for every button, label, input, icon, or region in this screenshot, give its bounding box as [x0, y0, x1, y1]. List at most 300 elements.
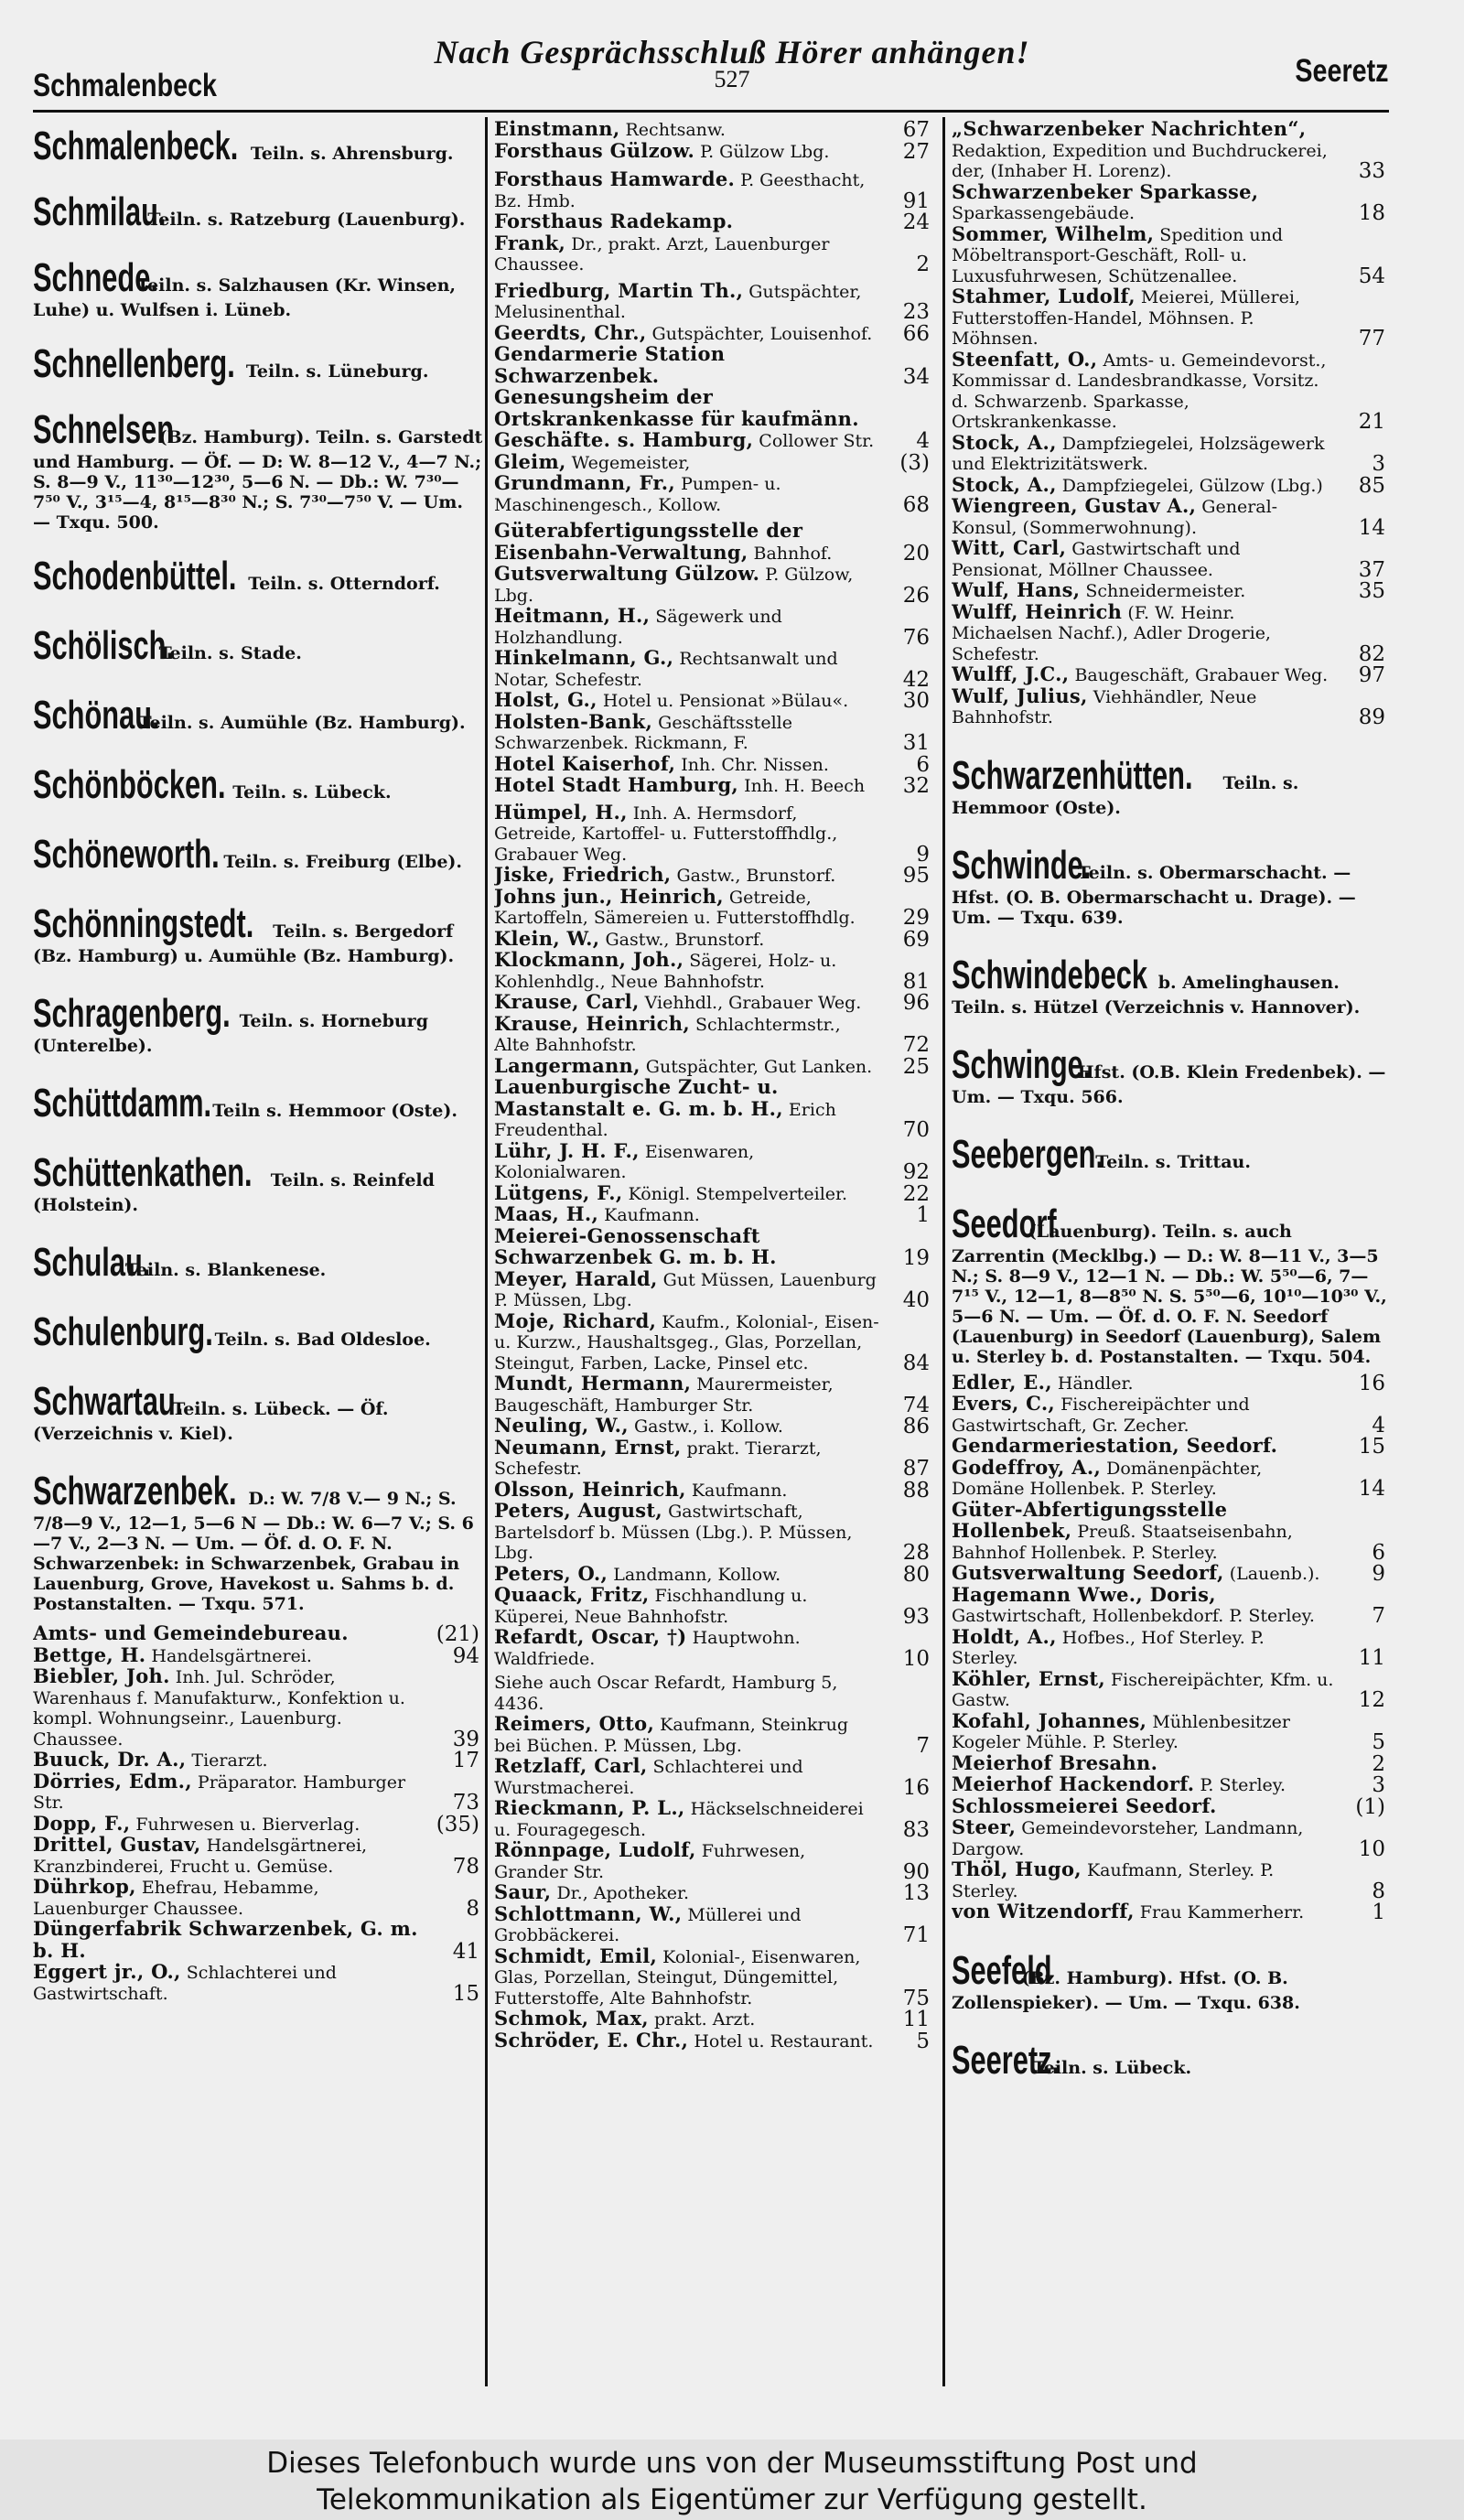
subscriber-name: Einstmann,	[494, 119, 620, 140]
place-note: Teiln. s. Reinfeld (Holstein).	[33, 1170, 435, 1215]
listing-entry	[494, 1138, 933, 1184]
subscriber-name: Hinkelmann, G.,	[494, 646, 674, 669]
place-note: (Bz. Hamburg). Teiln. s. Garstedt und Hamburg. — Öf. — D: W. 8—12 V., 4—7 N.; S. 8—9 V., 11³⁰—12³⁰, 5—6 N. — Db.: W. 7³⁰—7⁵⁰ V., 3¹⁵—4, 8¹⁵—8³⁰ N.; S. 7³⁰—7⁵⁰ V. — Um. — Txqu. 500.	[33, 427, 483, 533]
listing-entry	[494, 1416, 933, 1438]
subscriber-name: Jiske, Friedrich,	[494, 863, 672, 886]
phone-number: 6	[1372, 1540, 1385, 1565]
phone-number: 81	[902, 969, 930, 994]
place-name: Schmalenbeck.	[33, 124, 239, 168]
subscriber-details: Kaufmann, Steinkrug bei Büchen. P. Müssen, Lbg.	[494, 1715, 849, 1756]
phone-number: 14	[1358, 515, 1385, 540]
phone-number: 5	[916, 2029, 930, 2052]
listing-entry	[33, 1811, 483, 1836]
place-heading	[33, 342, 483, 386]
phone-number: 97	[1358, 663, 1385, 687]
page-number: 527	[714, 66, 750, 92]
phone-number: 80	[902, 1562, 930, 1587]
subscriber-name: Maas, H.,	[494, 1202, 599, 1225]
phone-number: 16	[1358, 1371, 1385, 1395]
subscriber-name: Eggert jr., O.,	[33, 1960, 181, 1983]
listing-entry	[952, 1708, 1389, 1754]
subscriber-name: Düngerfabrik Schwarzenbek, G. m. b. H.	[33, 1917, 418, 1962]
place-note: Teiln. s. Lübeck. — Öf. (Verzeichnis v. Kiel).	[33, 1399, 389, 1444]
listing-entry	[33, 1835, 483, 1877]
place-heading	[33, 256, 483, 320]
listing-entry	[494, 119, 933, 141]
subscriber-name: Hotel Kaiserhof,	[494, 751, 676, 775]
place-note: Teiln. s. Otterndorf.	[248, 574, 440, 594]
listing-entry	[494, 138, 933, 164]
place-note: Teiln. s. Aumühle (Bz. Hamburg).	[138, 713, 466, 733]
place-name: Schwarzenbek.	[33, 1469, 237, 1513]
phone-number: 78	[452, 1854, 479, 1879]
listing-entry	[494, 1946, 933, 2009]
subscriber-name: Meyer, Harald,	[494, 1266, 658, 1290]
subscriber-name: Mundt, Hermann,	[494, 1372, 692, 1395]
subscriber-details: Inh. A. Hermsdorf, Getreide, Kartoffel- u. Futterstoffhdlg., Grabauer Weg.	[494, 802, 838, 865]
subscriber-name: Meierei-Genossenschaft Schwarzenbek G. m. b. H.	[494, 1223, 777, 1268]
phone-number: 15	[1358, 1435, 1385, 1459]
subscriber-name: Buuck, Dr. A.,	[33, 1748, 187, 1771]
subscriber-details: Amts- u. Gemeindevorst., Kommissar d. Landesbrandkasse, Vorsitz. d. Schwarzenb. Sparkasse, Ortskrankenkasse.	[952, 350, 1327, 432]
listing-entry	[494, 1435, 933, 1481]
listing-entry	[494, 1561, 933, 1587]
phone-number: 40	[902, 1288, 930, 1312]
subscriber-details: Tierarzt.	[191, 1750, 268, 1771]
phone-number: 92	[902, 1160, 930, 1184]
phone-number: 15	[452, 1981, 479, 2004]
subscriber-details: Dampfziegelei, Holzsägewerk und Elektrizitätswerk.	[952, 433, 1325, 474]
listing-entry	[952, 1666, 1389, 1712]
subscriber-name: Klein, W.,	[494, 926, 600, 950]
phone-number: 26	[902, 583, 930, 608]
place-note: Teiln. s. Bergedorf (Bz. Hamburg) u. Aumühle (Bz. Hamburg).	[33, 921, 455, 966]
phone-number: 8	[466, 1896, 479, 1921]
place-heading	[33, 992, 483, 1056]
subscriber-name: Wulff, Heinrich	[952, 599, 1123, 623]
listing-entry	[494, 211, 933, 233]
phone-number: 22	[902, 1181, 930, 1206]
subscriber-details: Händler.	[1057, 1373, 1134, 1394]
place-note: Teiln. s. Trittau.	[1095, 1151, 1251, 1172]
listing-entry	[494, 320, 933, 346]
place-note: D.: W. 7/8 V.— 9 N.; S. 7/8—9 V., 12—1, 5—6 N — Db.: W. 6—7 V.; S. 6—7 V., 2—3 N. — Um. — Öf. d. O. F. N. Schwarzenbek: in Schwarzenbek, Grabau in Lauenburg, Grove, Havekost u. Sahms b. d. Postanstalten. — Txqu. 571.	[33, 1489, 474, 1614]
subscriber-name: Lühr, J. H. F.,	[494, 1138, 640, 1162]
phone-number: 19	[902, 1246, 930, 1270]
subscriber-name: Lauenburgische Zucht- u. Mastanstalt e. G. m. b. H.,	[494, 1075, 783, 1120]
place-heading	[33, 833, 483, 877]
subscriber-name: Güterabfertigungsstelle der Eisenbahn-Verwaltung,	[494, 519, 803, 564]
listing-entry	[494, 1673, 933, 1714]
listing-entry	[952, 119, 1389, 182]
phone-number: 70	[902, 1118, 930, 1142]
subscriber-name: Stock, A.,	[952, 472, 1057, 496]
subscriber-details: prakt. Arzt.	[653, 2009, 756, 2030]
subscriber-details: (F. W. Heinr. Michaelsen Nachf.), Adler Drogerie, Schefestr.	[952, 602, 1271, 664]
subscriber-details: Gemeindevorsteher, Landmann, Dargow.	[952, 1818, 1304, 1859]
subscriber-name: Amts- und Gemeindebureau.	[33, 1621, 349, 1644]
subscriber-details: Gastwirtschaft und Pensionat, Möllner Chaussee.	[952, 539, 1241, 580]
place-heading	[33, 763, 483, 807]
phone-number: 7	[1372, 1604, 1385, 1628]
listing-entry	[494, 606, 933, 648]
subscriber-details: Hauptwohn. Waldfriede.	[494, 1628, 801, 1669]
phone-number: 54	[1358, 264, 1385, 288]
subscriber-name: Schmidt, Emil,	[494, 1944, 658, 1967]
subscriber-details: Dampfziegelei, Gülzow (Lbg.)	[1061, 475, 1323, 496]
subscriber-name: Witt, Carl,	[952, 536, 1067, 559]
place-note: Teiln. s. Blankenese.	[124, 1260, 327, 1280]
phone-number: 39	[452, 1727, 479, 1751]
subscriber-details: Fuhrwesen u. Bierverlag.	[135, 1814, 361, 1835]
subscriber-name: Dopp, F.,	[33, 1811, 131, 1835]
phone-number: 11	[902, 2008, 930, 2031]
place-note: (Bz. Hamburg). Hfst. (O. B. Zollenspieker). — Um. — Txqu. 638.	[952, 1967, 1300, 2013]
subscriber-name: Refardt, Oscar, †)	[494, 1625, 687, 1648]
place-name: Schmilau.	[33, 189, 167, 234]
listing-entry	[952, 1793, 1389, 1819]
listing-entry	[952, 179, 1389, 225]
listing-entry	[952, 599, 1389, 666]
place-heading	[952, 1202, 1389, 1367]
place-name: Schragenberg.	[33, 991, 231, 1036]
phone-number: 30	[902, 689, 930, 713]
subscriber-name: Drittel, Gustav,	[33, 1833, 201, 1856]
subscriber-name: Gutsverwaltung Seedorf,	[952, 1561, 1224, 1584]
phone-number: 29	[902, 906, 930, 930]
phone-number: (3)	[899, 450, 930, 475]
subscriber-name: Holst, G.,	[494, 688, 597, 711]
subscriber-details: Meierei, Müllerei, Futterstoffen-Handel, Möhnsen. P. Möhnsen.	[952, 287, 1300, 349]
listing-entry	[952, 580, 1389, 602]
subscriber-name: Friedburg, Martin Th.,	[494, 278, 744, 302]
subscriber-name: Schlottmann, W.,	[494, 1901, 683, 1925]
place-name: Schwinge.	[952, 1041, 1092, 1087]
subscriber-name: Dührkop,	[33, 1875, 136, 1898]
listing-entry	[952, 538, 1389, 580]
subscriber-details: Maurermeister, Baugeschäft, Hamburger Str.	[494, 1374, 834, 1416]
phone-number: 9	[1372, 1562, 1385, 1586]
subscriber-details: Gutspächter, Louisenhof.	[651, 323, 873, 344]
listing-entry	[494, 802, 933, 866]
subscriber-name: Stock, A.,	[952, 430, 1057, 454]
subscriber-name: Evers, C.,	[952, 1392, 1056, 1415]
phone-number: 23	[902, 300, 930, 324]
subscriber-details: Geschäftsstelle Schwarzenbek. Rickmann, F.	[494, 712, 792, 753]
phone-number: 34	[902, 364, 930, 389]
listing-entry	[952, 221, 1389, 288]
listing-entry	[494, 884, 933, 930]
listing-entry	[494, 992, 933, 1014]
column-3	[952, 119, 1389, 2083]
listing-entry	[952, 496, 1389, 538]
phone-number: 35	[1358, 579, 1385, 603]
place-heading	[33, 555, 483, 598]
place-note: b. Amelinghausen. Teiln. s. Hützel (Verzeichnis v. Hannover).	[952, 972, 1361, 1018]
subscriber-details: General-Konsul, (Sommerwohnung).	[952, 497, 1278, 538]
phone-number: 41	[452, 1939, 479, 1964]
subscriber-name: Forsthaus Hamwarde.	[494, 167, 736, 190]
phone-number: 42	[902, 667, 930, 692]
place-note: Teiln. s. Obermarschacht. — Hfst. (O. B. Obermarschacht u. Drage). — Um. — Txqu. 639.	[952, 862, 1356, 928]
subscriber-details: Hotel u. Pensionat »Bülau«.	[602, 691, 849, 711]
subscriber-name: Wulf, Julius,	[952, 684, 1088, 707]
subscriber-name: Schmok, Max,	[494, 2007, 649, 2030]
phone-number: 21	[1358, 410, 1385, 434]
subscriber-name: Schlossmeierei Seedorf.	[952, 1793, 1217, 1817]
phone-number: 33	[1358, 159, 1385, 183]
subscriber-name: Thöl, Hugo,	[952, 1858, 1082, 1880]
place-name: Seedorf	[952, 1201, 1057, 1246]
subscriber-details: Fuhrwesen, Grander Str.	[494, 1841, 806, 1882]
phone-number: 10	[1358, 1836, 1385, 1861]
phone-number: 5	[1372, 1730, 1385, 1754]
listing-entry	[494, 775, 933, 797]
phone-number: 90	[902, 1859, 930, 1884]
subscriber-name: Steenfatt, O.,	[952, 347, 1098, 371]
listing-entry	[494, 278, 933, 324]
header-left-keyword: Schmalenbeck	[33, 68, 218, 103]
place-name: Schwarzenhütten.	[952, 752, 1193, 798]
listing-entry	[494, 1373, 933, 1416]
listing-entry	[494, 926, 933, 952]
listing-entry	[494, 709, 933, 755]
listing-entry	[952, 1497, 1389, 1565]
subscriber-name: Rönnpage, Ludolf,	[494, 1838, 696, 1861]
listing-entry	[952, 347, 1389, 434]
subscriber-name: Sommer, Wilhelm,	[952, 221, 1155, 245]
listing-entry	[494, 233, 933, 275]
place-name: Schodenbüttel.	[33, 554, 237, 598]
phone-number: 8	[1372, 1879, 1385, 1903]
phone-number: 9	[916, 842, 930, 867]
listing-entry	[494, 1077, 933, 1141]
place-heading	[33, 190, 483, 234]
listing-entry	[952, 1859, 1389, 1901]
subscriber-details: Sägerei, Holz- u. Kohlenhdlg., Neue Bahnhofstr.	[494, 951, 837, 992]
place-heading	[33, 124, 483, 168]
subscriber-details: Gut Müssen, Lauenburg P. Müssen, Lbg.	[494, 1269, 877, 1310]
subscriber-name: Wulff, J.C.,	[952, 662, 1070, 685]
subscriber-name: Holdt, A.,	[952, 1624, 1057, 1648]
footer-line: Telekommunikation als Eigentümer zur Verfügung gestellt.	[317, 2483, 1147, 2516]
subscriber-name: Forsthaus Radekamp.	[494, 210, 734, 232]
listing-entry	[952, 1436, 1389, 1458]
phone-number: 14	[1358, 1477, 1385, 1501]
subscriber-name: von Witzendorff,	[952, 1900, 1135, 1922]
subscriber-name: Kofahl, Johannes,	[952, 1708, 1147, 1732]
subscriber-details: Viehhdl., Grabauer Weg.	[644, 993, 862, 1013]
phone-number: 1	[916, 1203, 930, 1227]
place-heading	[33, 1241, 483, 1285]
place-heading	[33, 1310, 483, 1354]
place-name: Schnellenberg.	[33, 341, 235, 386]
subscriber-name: Meierhof Bresahn.	[952, 1750, 1158, 1774]
subscriber-name: Olsson, Heinrich,	[494, 1477, 686, 1501]
footer-line: Dieses Telefonbuch wurde uns von der Museumsstiftung Post und	[266, 2447, 1198, 2480]
place-note: Teiln. s. Lübeck.	[1032, 2057, 1192, 2078]
subscriber-details: P. Gülzow Lbg.	[700, 141, 830, 162]
subscriber-details: Dr., Apotheker.	[556, 1883, 690, 1903]
listing-entry	[33, 1623, 483, 1645]
listing-entry	[952, 1582, 1389, 1628]
listing-entry	[494, 1223, 933, 1270]
subscriber-details: P. Sterley.	[1200, 1775, 1286, 1795]
subscriber-details: Gastwirtschaft, Hollenbekdorf. P. Sterley.	[952, 1606, 1315, 1626]
subscriber-name: Genesungsheim der Ortskrankenkasse für kaufmänn. Geschäfte. s. Hamburg,	[494, 385, 859, 451]
listing-entry	[494, 1204, 933, 1226]
place-heading	[33, 694, 483, 738]
phone-number: (35)	[436, 1812, 479, 1836]
footer-notice	[0, 2439, 1464, 2520]
phone-number: 37	[1358, 557, 1385, 582]
place-note: Teiln. s. Ahrensburg.	[250, 144, 454, 164]
column-1	[33, 119, 483, 2004]
listing-entry	[494, 344, 933, 387]
subscriber-name: Godeffroy, A.,	[952, 1455, 1102, 1479]
subscriber-name: Schwarzenbeker Sparkasse,	[952, 179, 1259, 203]
phone-number: 31	[902, 731, 930, 755]
place-heading	[33, 1082, 483, 1125]
phone-number: 67	[902, 119, 930, 142]
subscriber-details: Müllerei und Grobbäckerei.	[494, 1904, 802, 1945]
subscriber-details: Preuß. Staatseisenbahn, Bahnhof Hollenbek. P. Sterley.	[952, 1522, 1293, 1563]
subscriber-details: Rechtsanw.	[625, 120, 726, 140]
subscriber-details: Häckselschneiderei u. Fouragegesch.	[494, 1799, 864, 1840]
listing-entry	[33, 1877, 483, 1919]
listing-entry	[494, 169, 933, 211]
subscriber-details: Kaufmann, Sterley. P. Sterley.	[952, 1860, 1275, 1901]
subscriber-name: Klockmann, Joh.,	[494, 948, 684, 971]
listing-entry	[494, 387, 933, 452]
place-note: Hfst. (O.B. Klein Fredenbek). — Um. — Txqu. 566.	[952, 1061, 1386, 1107]
subscriber-name: Stahmer, Ludolf,	[952, 285, 1136, 307]
subscriber-details: Spedition und Möbeltransport-Geschäft, Roll- u. Luxusfuhrwesen, Schützenallee.	[952, 224, 1284, 286]
place-heading	[33, 624, 483, 668]
listing-entry	[494, 1308, 933, 1375]
phone-number: 88	[902, 1478, 930, 1502]
subscriber-name: Quaack, Fritz,	[494, 1583, 650, 1606]
place-name: Seeretz.	[952, 2037, 1060, 2083]
subscriber-details: Kaufmann.	[604, 1205, 700, 1225]
listing-entry	[33, 1919, 483, 1962]
phone-number: 4	[916, 429, 930, 453]
subscriber-name: Hotel Stadt Hamburg,	[494, 773, 739, 796]
listing-entry	[952, 1750, 1389, 1776]
subscriber-details: Baugeschäft, Grabauer Weg.	[1074, 665, 1329, 685]
subscriber-name: Neuling, W.,	[494, 1414, 629, 1437]
listing-entry	[33, 1769, 483, 1815]
listing-entry	[952, 664, 1389, 686]
subscriber-details: Inh. H. Beech	[744, 776, 866, 796]
place-name: Schöneworth.	[33, 832, 220, 877]
listing-entry	[952, 430, 1389, 476]
phone-number: 82	[1358, 641, 1385, 666]
subscriber-details: Dr., prakt. Arzt, Lauenburger Chaussee.	[494, 233, 830, 275]
listing-entry	[494, 751, 933, 777]
subscriber-name: Saur,	[494, 1880, 552, 1903]
phone-number: 13	[902, 1881, 930, 1905]
subscriber-details: prakt. Tierarzt, Schefestr.	[494, 1438, 822, 1479]
subscriber-name: Bettge, H.	[33, 1642, 146, 1666]
place-name: Schönau.	[33, 693, 160, 738]
phone-number: 96	[902, 991, 930, 1015]
place-name: Schulenburg.	[33, 1309, 213, 1354]
column-divider	[942, 117, 945, 2386]
place-note: Teiln. s. Bad Oldesloe.	[214, 1330, 431, 1350]
subscriber-details: Handelsgärtnerei.	[151, 1645, 312, 1666]
header-right-keyword: Seeretz	[1295, 53, 1389, 89]
subscriber-name: Reimers, Otto,	[494, 1712, 655, 1735]
subscriber-name: Schröder, E. Chr.,	[494, 2028, 689, 2052]
phone-number: 86	[902, 1415, 930, 1438]
subscriber-name: Peters, O.,	[494, 1561, 608, 1585]
place-note: Teiln. s. Horneburg (Unterelbe).	[33, 1011, 428, 1056]
subscriber-details: Bahnhof.	[753, 543, 833, 564]
listing-entry	[952, 1774, 1389, 1796]
column-divider	[485, 117, 488, 2386]
place-note: Teiln s. Hemmoor (Oste).	[212, 1101, 458, 1121]
header-motto: Nach Gesprächsschluß Hörer anhängen!	[434, 34, 1030, 70]
phone-number: (21)	[436, 1622, 479, 1646]
subscriber-details: Inh. Jul. Schröder, Warenhaus f. Manufakturw., Konfektion u. kompl. Wohnungseinr., Lauenburg. Chaussee.	[33, 1667, 405, 1750]
subscriber-name: Langermann,	[494, 1053, 640, 1077]
subscriber-details: Kolonial-, Eisenwaren, Glas, Porzellan, Steingut, Düngemittel, Futterstoffe, Alte Bahnhofstr.	[494, 1946, 861, 2008]
subscriber-name: Meierhof Hackendorf.	[952, 1772, 1195, 1795]
listing-entry	[494, 1882, 933, 1904]
subscriber-details: P. Gülzow, Lbg.	[494, 565, 854, 606]
phone-number: 1	[1372, 1901, 1385, 1924]
listing-entry	[494, 1798, 933, 1840]
listing-entry	[952, 1901, 1389, 1923]
place-name: Schwartau.	[33, 1379, 184, 1424]
phone-number: 25	[902, 1054, 930, 1079]
phone-number: 71	[902, 1923, 930, 1947]
subscriber-details: Sägewerk und Holzhandlung.	[494, 607, 782, 648]
place-name: Schönböcken.	[33, 762, 226, 807]
subscriber-details: Schlachterei und Gastwirtschaft.	[33, 1963, 337, 2004]
place-heading	[952, 754, 1389, 818]
subscriber-details: Gastw., Brunstorf.	[676, 866, 836, 886]
subscriber-details: Landmann, Kollow.	[613, 1564, 781, 1585]
subscriber-details: Getreide, Kartoffeln, Sämereien u. Futterstoffhdlg.	[494, 887, 856, 928]
subscriber-name: Steer,	[952, 1815, 1017, 1838]
subscriber-name: Hümpel, H.,	[494, 800, 628, 824]
place-note: Teiln. s. Salzhausen (Kr. Winsen, Luhe) u. Wulfsen i. Lüneb.	[33, 275, 457, 320]
place-heading	[33, 902, 483, 966]
phone-number: 85	[1358, 473, 1385, 498]
phone-number: 84	[902, 1351, 930, 1375]
subscriber-details: Collower Str.	[759, 431, 875, 451]
subscriber-details: Viehhändler, Neue Bahnhofstr.	[952, 686, 1257, 727]
header-rule	[33, 110, 1389, 113]
phone-number: 32	[902, 774, 930, 798]
subscriber-name: Biebler, Joh.	[33, 1664, 170, 1687]
phone-number: 73	[452, 1791, 479, 1815]
phone-number: 89	[1358, 705, 1385, 729]
listing-entry	[494, 1053, 933, 1079]
subscriber-details: Pumpen- u. Maschinengesch., Kollow.	[494, 474, 781, 515]
place-name: Schönningstedt.	[33, 901, 254, 946]
subscriber-details: Inh. Chr. Nissen.	[681, 754, 829, 775]
subscriber-details: Hofbes., Hof Sterley. P. Sterley.	[952, 1627, 1265, 1668]
subscriber-details: Kaufm., Kolonial-, Eisen- u. Kurzw., Haushaltsgeg., Glas, Porzellan, Steingut, Farben, Lacke, Pinsel etc.	[494, 1311, 879, 1373]
subscriber-details: Siehe auch Oscar Refardt, Hamburg 5, 4436.	[494, 1673, 838, 1714]
listing-entry	[952, 1563, 1389, 1585]
place-name: Schölisch.	[33, 623, 175, 668]
listing-entry	[494, 1180, 933, 1206]
listing-entry	[494, 1627, 933, 1669]
